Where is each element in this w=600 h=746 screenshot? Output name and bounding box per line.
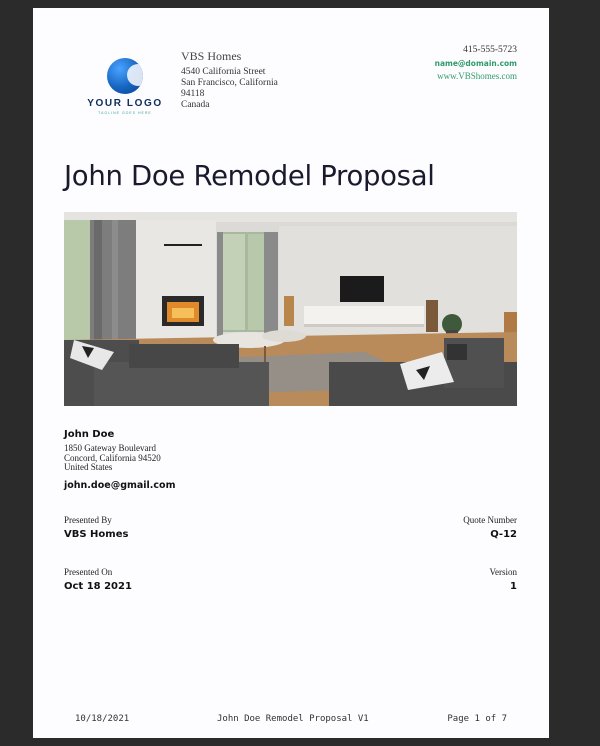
living-room-photo [64,212,517,406]
quote-number-field [463,515,517,540]
company-name: VBS Homes [181,49,242,63]
client-block [64,429,175,491]
logo-tagline: TAGLINE GOES HERE [98,111,152,115]
logo-text: YOUR LOGO [87,98,163,109]
footer-date: 10/18/2021 [75,714,130,724]
company-block [181,49,278,111]
company-logo [85,58,165,115]
company-address-line: 4540 California Street [181,67,266,77]
presented-by-value: VBS Homes [64,529,129,540]
version-field [490,567,518,592]
presented-by-label: Presented By [64,515,112,525]
company-phone: 415-555-5723 [463,45,517,55]
client-address-line: United States [64,462,113,472]
quote-number-label: Quote Number [463,515,517,525]
presented-on-value: Oct 18 2021 [64,581,132,592]
presented-by-field [64,515,128,540]
client-address-line: 1850 Gateway Boulevard [64,443,156,453]
quote-number-value: Q-12 [490,529,517,540]
company-website-link[interactable]: www.VBShomes.com [437,71,517,81]
document-page [33,8,549,738]
version-value: 1 [510,581,517,592]
presented-on-field [64,567,132,592]
contact-block [435,45,517,81]
client-email[interactable]: john.doe@gmail.com [64,479,176,491]
document-title: John Doe Remodel Proposal [64,160,435,192]
company-address-line: San Francisco, California [181,78,278,88]
company-email-link[interactable]: name@domain.com [434,59,517,68]
client-address-line: Concord, California 94520 [64,452,161,463]
client-name: John Doe [64,429,115,440]
logo-globe-icon [107,58,143,94]
footer-doc-title: John Doe Remodel Proposal V1 [217,714,369,724]
company-address-line: 94118 [181,89,205,99]
footer-page-number: Page 1 of 7 [447,714,507,724]
company-address-line: Canada [181,100,210,110]
presented-on-label: Presented On [64,567,113,577]
version-label: Version [489,567,517,577]
